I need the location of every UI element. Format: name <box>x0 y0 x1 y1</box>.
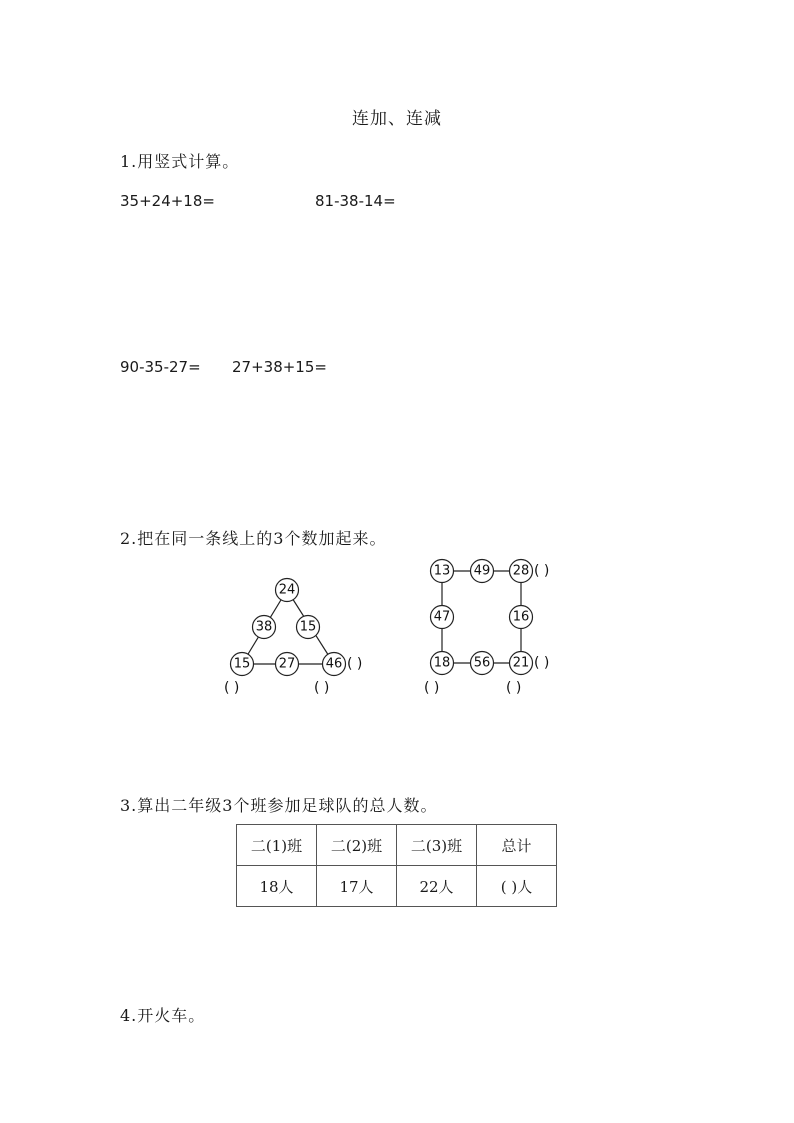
table-header-cell: 总计 <box>477 825 557 866</box>
table-header-cell: 二(3)班 <box>397 825 477 866</box>
tri-number: 46 <box>325 656 343 672</box>
question-3-heading: 3.算出二年级3个班参加足球队的总人数。 <box>120 796 438 815</box>
table-header-cell: 二(2)班 <box>317 825 397 866</box>
answer-blank: ( ) <box>314 680 330 696</box>
table-cell: 18人 <box>237 866 317 907</box>
expression-3: 90-35-27= <box>120 358 201 376</box>
question-4-heading: 4.开火车。 <box>120 1006 206 1025</box>
expression-1: 35+24+18= <box>120 192 215 210</box>
sq-number: 28 <box>512 563 530 579</box>
sq-number: 49 <box>473 563 491 579</box>
table-cell: 17人 <box>317 866 397 907</box>
table-row <box>237 866 557 907</box>
table-header-row <box>237 825 557 866</box>
answer-blank: ( ) <box>347 656 363 672</box>
question-2-heading: 2.把在同一条线上的3个数加起来。 <box>120 529 387 548</box>
answer-blank: ( ) <box>534 655 550 671</box>
answer-blank: ( ) <box>224 680 240 696</box>
expression-2: 81-38-14= <box>315 192 396 210</box>
sq-number: 56 <box>473 655 491 671</box>
question-1-heading: 1.用竖式计算。 <box>120 152 240 171</box>
tri-number: 24 <box>278 582 296 598</box>
square-figure <box>424 560 549 697</box>
triangle-figure <box>224 579 362 697</box>
answer-blank: ( ) <box>424 680 440 696</box>
tri-number: 15 <box>233 656 251 672</box>
sq-number: 18 <box>433 655 451 671</box>
expression-4: 27+38+15= <box>232 358 327 376</box>
football-team-table <box>236 824 557 907</box>
table-cell-answer: ( )人 <box>477 866 557 907</box>
tri-number: 15 <box>299 619 317 635</box>
sq-number: 21 <box>512 655 530 671</box>
tri-number: 38 <box>255 619 273 635</box>
table-header-cell: 二(1)班 <box>237 825 317 866</box>
sq-number: 13 <box>433 563 451 579</box>
sq-number: 47 <box>433 609 451 625</box>
table-cell: 22人 <box>397 866 477 907</box>
tri-number: 27 <box>278 656 296 672</box>
page-title: 连加、连减 <box>352 109 442 129</box>
sq-number: 16 <box>512 609 530 625</box>
answer-blank: ( ) <box>506 680 522 696</box>
answer-blank: ( ) <box>534 563 550 579</box>
